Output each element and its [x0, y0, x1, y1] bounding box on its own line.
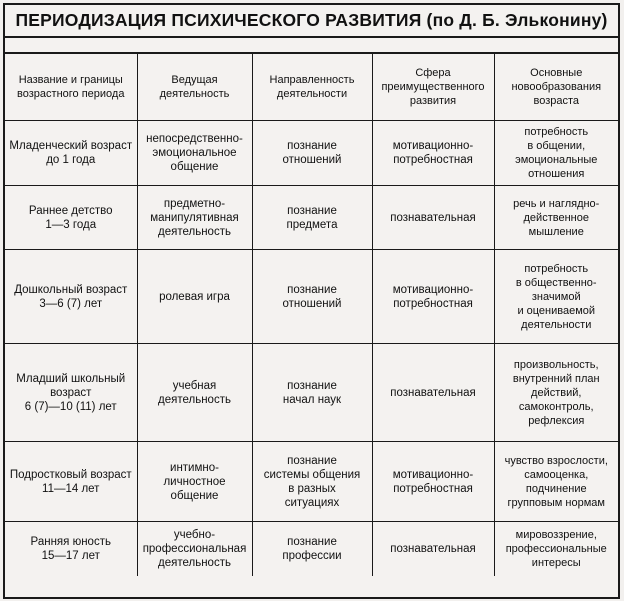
cell-age-period: Подростковый возраст 11—14 лет	[5, 442, 137, 522]
cell-development-sphere: познавательная	[372, 522, 494, 577]
cell-age-period: Младенческий возраст до 1 года	[5, 121, 137, 186]
cell-leading-activity: предметно- манипулятивная деятельность	[137, 186, 252, 250]
header-activity-direction: Направленность деятельности	[252, 54, 372, 121]
cell-neoformations: мировоззрение, профессиональные интересы	[494, 522, 618, 577]
cell-age-period: Младший школьный возраст 6 (7)—10 (11) лет	[5, 344, 137, 442]
cell-age-period: Раннее детство 1—3 года	[5, 186, 137, 250]
table-row	[5, 442, 618, 522]
cell-leading-activity: учебно- профессиональная деятельность	[137, 522, 252, 577]
periodization-table	[5, 54, 618, 576]
table-row	[5, 186, 618, 250]
cell-activity-direction: познание предмета	[252, 186, 372, 250]
cell-neoformations: чувство взрослости, самооценка, подчинение групповым нормам	[494, 442, 618, 522]
header-row	[5, 54, 618, 121]
cell-activity-direction: познание отношений	[252, 121, 372, 186]
header-neoformations: Основные новообразования возраста	[494, 54, 618, 121]
cell-development-sphere: познавательная	[372, 344, 494, 442]
header-development-sphere: Сфера преимущественного развития	[372, 54, 494, 121]
periodization-table-sheet	[3, 3, 620, 599]
title-spacer	[5, 38, 618, 54]
cell-leading-activity: непосредственно- эмоциональное общение	[137, 121, 252, 186]
cell-development-sphere: мотивационно- потребностная	[372, 442, 494, 522]
header-leading-activity: Ведущая деятельность	[137, 54, 252, 121]
cell-activity-direction: познание профессии	[252, 522, 372, 577]
cell-development-sphere: мотивационно- потребностная	[372, 250, 494, 344]
header-age-period: Название и границы возрастного периода	[5, 54, 137, 121]
cell-neoformations: потребность в общении, эмоциональные отношения	[494, 121, 618, 186]
table-row	[5, 522, 618, 577]
cell-leading-activity: интимно- личностное общение	[137, 442, 252, 522]
cell-age-period: Ранняя юность 15—17 лет	[5, 522, 137, 577]
table-row	[5, 344, 618, 442]
cell-neoformations: речь и наглядно- действенное мышление	[494, 186, 618, 250]
cell-leading-activity: учебная деятельность	[137, 344, 252, 442]
cell-activity-direction: познание системы общения в разных ситуациях	[252, 442, 372, 522]
table-row	[5, 121, 618, 186]
cell-neoformations: произвольность, внутренний план действий, самоконтроль, рефлексия	[494, 344, 618, 442]
cell-activity-direction: познание отношений	[252, 250, 372, 344]
cell-leading-activity: ролевая игра	[137, 250, 252, 344]
cell-development-sphere: познавательная	[372, 186, 494, 250]
page-title: ПЕРИОДИЗАЦИЯ ПСИХИЧЕСКОГО РАЗВИТИЯ (по Д. Б. Эльконину)	[5, 5, 618, 38]
cell-development-sphere: мотивационно- потребностная	[372, 121, 494, 186]
cell-age-period: Дошкольный возраст 3—6 (7) лет	[5, 250, 137, 344]
table-row	[5, 250, 618, 344]
cell-activity-direction: познание начал наук	[252, 344, 372, 442]
cell-neoformations: потребность в общественно- значимой и оцениваемой деятельности	[494, 250, 618, 344]
